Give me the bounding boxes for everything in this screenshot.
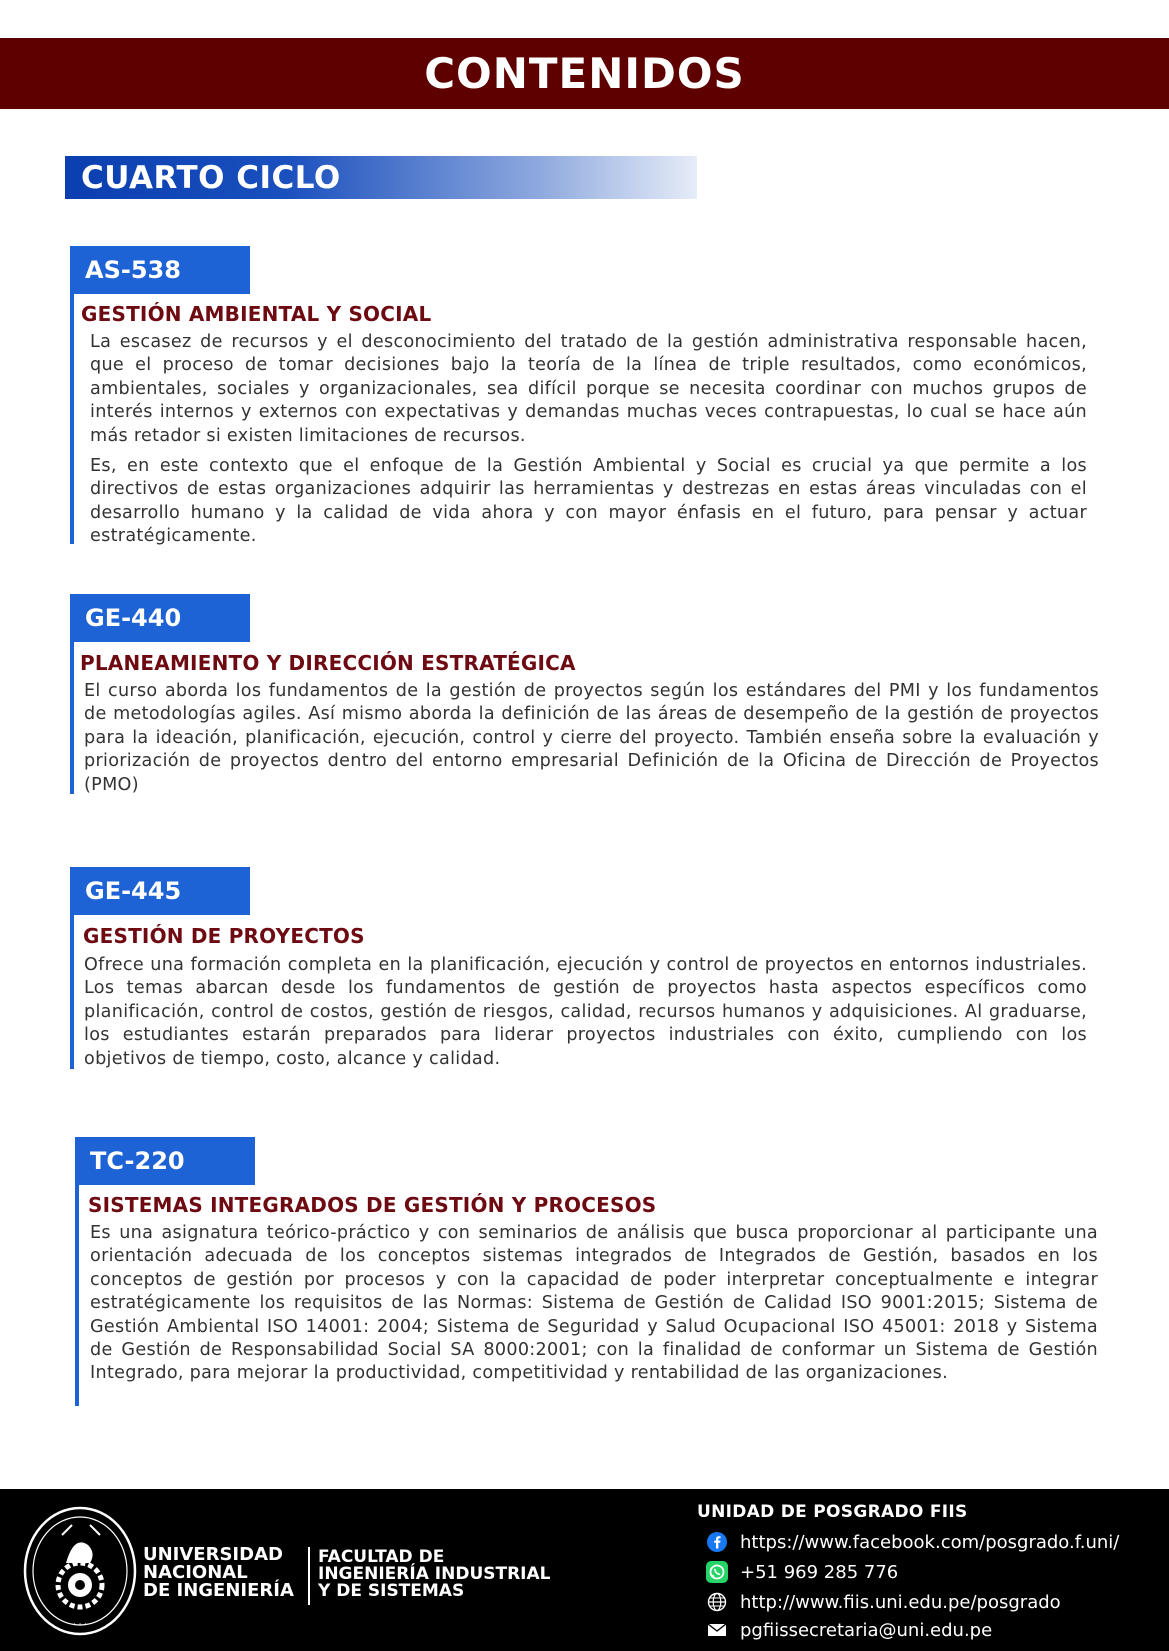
course-paragraph: Es, en este contexto que el enfoque de la Gestión Ambiental y Social es crucial ya que permite a los directivos de estas organizaciones adquirir las herramientas y destrezas en estas áreas vinculadas con el desarrollo humano y la calidad de vida ahora y con mayor énfasis en el futuro, para pensar y actuar estratégicamente. bbox=[90, 456, 1087, 547]
svg-text:· · ·: · · · bbox=[72, 1620, 88, 1630]
course-description bbox=[84, 954, 1087, 1078]
course-code: TC-220 bbox=[90, 1147, 185, 1175]
phone-number: +51 969 285 776 bbox=[740, 1561, 899, 1583]
facebook-url: https://www.facebook.com/posgrado.f.uni/ bbox=[740, 1531, 1120, 1553]
course-accent-line bbox=[70, 911, 74, 1069]
course-title: GESTIÓN AMBIENTAL Y SOCIAL bbox=[81, 302, 432, 326]
header-bar bbox=[0, 38, 1169, 109]
faculty-name bbox=[318, 1549, 578, 1600]
email-address: pgfiissecretaria@uni.edu.pe bbox=[740, 1619, 993, 1641]
course-code: GE-440 bbox=[85, 604, 182, 632]
facebook-icon bbox=[706, 1531, 728, 1553]
facebook-link[interactable] bbox=[706, 1531, 1119, 1553]
university-name bbox=[143, 1546, 303, 1600]
faculty-name-line: Y DE SISTEMAS bbox=[318, 1581, 465, 1601]
faculty-name-line: FACULTAD DE bbox=[318, 1547, 445, 1567]
university-name-line: NACIONAL bbox=[143, 1562, 248, 1583]
course-code: AS-538 bbox=[85, 256, 181, 284]
whatsapp-icon bbox=[706, 1561, 728, 1583]
cycle-label: CUARTO CICLO bbox=[81, 159, 341, 196]
university-name-line: UNIVERSIDAD bbox=[143, 1544, 283, 1565]
course-accent-line bbox=[75, 1181, 79, 1406]
email-link[interactable] bbox=[706, 1619, 992, 1641]
footer-divider bbox=[308, 1547, 310, 1605]
course-accent-line bbox=[70, 290, 74, 544]
university-name-line: DE INGENIERÍA bbox=[143, 1580, 294, 1601]
course-description bbox=[90, 331, 1087, 556]
footer bbox=[0, 1489, 1169, 1651]
course-code-tab bbox=[70, 246, 250, 294]
course-title: GESTIÓN DE PROYECTOS bbox=[83, 924, 365, 948]
website-link[interactable] bbox=[706, 1591, 1061, 1613]
course-code: GE-445 bbox=[85, 877, 182, 905]
mail-icon bbox=[706, 1619, 728, 1641]
course-title: SISTEMAS INTEGRADOS DE GESTIÓN Y PROCESOS bbox=[88, 1193, 657, 1217]
course-code-tab bbox=[70, 867, 250, 915]
course-paragraph: Ofrece una formación completa en la planificación, ejecución y control de proyectos en entornos industriales. Los temas abarcan desde los fundamentos de gestión de proyectos hasta aspectos específicos como planificación, control de costos, gestión de riesgos, calidad, recursos humanos y adquisiciones. Al graduarse, los estudiantes estarán preparados para liderar proyectos industriales con éxito, cumpliendo con los objetivos de tiempo, costo, alcance y calidad. bbox=[84, 955, 1087, 1069]
globe-icon bbox=[706, 1591, 728, 1613]
faculty-name-line: INGENIERÍA INDUSTRIAL bbox=[318, 1564, 551, 1584]
course-code-tab bbox=[75, 1137, 255, 1185]
whatsapp-number[interactable] bbox=[706, 1561, 898, 1583]
course-paragraph: Es una asignatura teórico-práctico y con seminarios de análisis que busca proporcionar al participante una orientación adecuada de los conceptos sistemas integrados de Integrados de Gestión, basados en los conceptos de gestión por procesos y con la capacidad de poder interpretar conceptualmente e integrar estratégicamente los requisitos de las Normas: Sistema de Gestión de Calidad ISO 9001:2015; Sistema de Gestión Ambiental ISO 14001: 2004; Sistema de Seguridad y Salud Ocupacional ISO 45001: 2018 y Sistema de Gestión de Responsabilidad Social SA 8000:2001; con la finalidad de conformar un Sistema de Gestión Integrado, para mejorar la productividad, competitividad y rentabilidad de las organizaciones. bbox=[90, 1223, 1098, 1384]
course-title: PLANEAMIENTO Y DIRECCIÓN ESTRATÉGICA bbox=[80, 651, 576, 675]
website-url: http://www.fiis.uni.edu.pe/posgrado bbox=[740, 1591, 1061, 1613]
university-seal-icon bbox=[22, 1505, 138, 1637]
course-description bbox=[90, 1222, 1098, 1393]
course-accent-line bbox=[70, 638, 74, 794]
course-paragraph: La escasez de recursos y el desconocimiento del tratado de la gestión administrativa responsable hacen, que el proceso de tomar decisiones bajo la teoría de la línea de triple resultados, como económicos, ambientales, sociales y organizacionales, sea difícil porque se necesita coordinar con muchos grupos de interés internos y externos con expectativas y demandas muchas veces contrapuestas, lo cual se hace aún más retador si existen limitaciones de recursos. bbox=[90, 332, 1087, 446]
course-code-tab bbox=[70, 594, 250, 642]
course-paragraph: El curso aborda los fundamentos de la gestión de proyectos según los estándares del PMI y los fundamentos de metodologías agiles. Así mismo aborda la definición de las áreas de desempeño de la gestión de proyectos para la ideación, planificación, ejecución, control y cierre del proyecto. También enseña sobre la evaluación y priorización de proyectos dentro del entorno empresarial Definición de la Oficina de Dirección de Proyectos (PMO) bbox=[84, 681, 1099, 795]
cycle-band bbox=[65, 156, 697, 199]
unit-title: UNIDAD DE POSGRADO FIIS bbox=[697, 1502, 968, 1522]
course-description bbox=[84, 680, 1099, 804]
page-title: CONTENIDOS bbox=[424, 49, 745, 98]
